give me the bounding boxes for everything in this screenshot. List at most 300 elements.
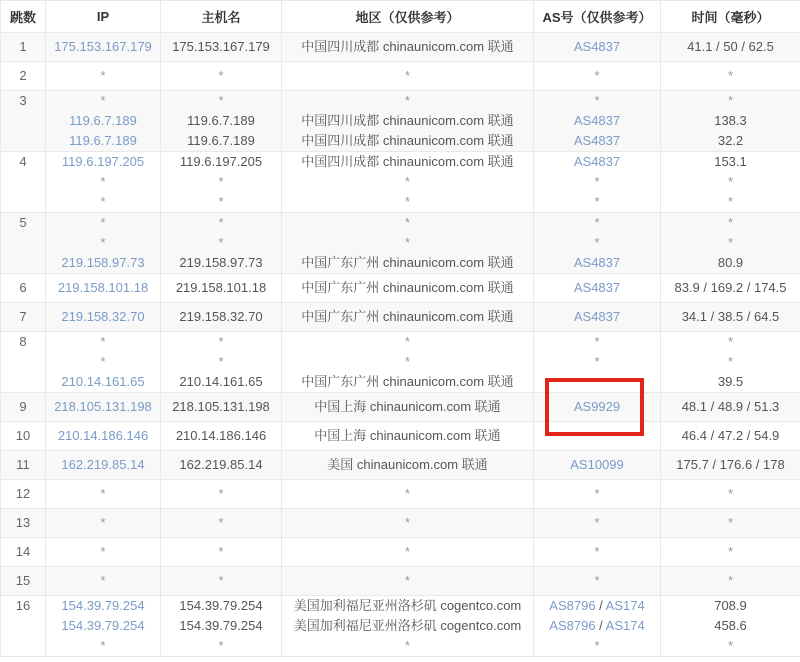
column-header-time: 时间（毫秒） — [661, 1, 800, 33]
timeout-star: * — [404, 486, 411, 501]
asn-link[interactable]: AS8796 — [549, 618, 596, 633]
region-cell — [282, 393, 534, 422]
cell-line: 41.1 / 50 / 62.5 — [687, 39, 774, 54]
ip-link[interactable]: 219.158.101.18 — [57, 280, 149, 295]
timeout-star: * — [100, 573, 106, 588]
timeout-star: * — [100, 235, 106, 250]
cell-line — [163, 172, 279, 192]
cell-line: 154.39.79.254 — [179, 598, 263, 613]
time-cell — [661, 422, 800, 451]
timeout-star: * — [727, 354, 734, 369]
ip-cell — [46, 62, 161, 91]
cell-line — [48, 253, 158, 273]
time-cell — [661, 480, 800, 509]
cell-line — [536, 213, 658, 233]
time-cell — [661, 152, 800, 213]
host-cell — [161, 332, 282, 393]
hop-number: 8 — [19, 334, 27, 349]
column-header-host: 主机名 — [161, 1, 282, 33]
cell-line — [536, 372, 658, 392]
timeout-star: * — [404, 334, 411, 349]
table-row — [1, 213, 800, 274]
timeout-star: * — [727, 235, 734, 250]
host-cell — [161, 213, 282, 274]
cell-line: 219.158.101.18 — [175, 280, 267, 295]
cell-line: 175.7 / 176.6 / 178 — [676, 457, 785, 472]
timeout-star: * — [594, 544, 600, 559]
ip-link[interactable]: 162.219.85.14 — [61, 457, 145, 472]
cell-line: 中国四川成都 chinaunicom.com 联通 — [301, 39, 514, 54]
host-cell — [161, 303, 282, 332]
hop-number: 6 — [19, 280, 27, 295]
region-cell — [282, 213, 534, 274]
table-row — [1, 62, 800, 91]
time-cell — [661, 509, 800, 538]
cell-line — [163, 571, 279, 591]
hop-cell — [1, 152, 46, 213]
ip-cell — [46, 451, 161, 480]
cell-line — [48, 542, 158, 562]
time-cell — [661, 538, 800, 567]
table-row — [1, 596, 800, 657]
time-cell — [661, 213, 800, 274]
asn-cell — [534, 62, 661, 91]
cell-line — [284, 192, 531, 212]
asn-link[interactable]: AS8796 — [549, 598, 596, 613]
time-cell — [661, 567, 800, 596]
table-row — [1, 303, 800, 332]
host-cell — [161, 152, 282, 213]
ip-link[interactable]: 218.105.131.198 — [54, 399, 152, 414]
ip-cell — [46, 509, 161, 538]
region-cell — [282, 91, 534, 152]
cell-line: 中国四川成都 chinaunicom.com 联通 — [301, 154, 514, 169]
ip-link[interactable]: 119.6.197.205 — [61, 154, 145, 169]
time-cell — [661, 274, 800, 303]
cell-line — [536, 332, 658, 352]
asn-link[interactable]: AS174 — [605, 618, 645, 633]
cell-line: 48.1 / 48.9 / 51.3 — [681, 399, 780, 414]
cell-line — [536, 131, 658, 151]
region-cell — [282, 596, 534, 657]
column-header-hops: 跳数 — [1, 1, 46, 33]
timeout-star: * — [100, 194, 106, 209]
cell-line: 美国 chinaunicom.com 联通 — [327, 457, 488, 472]
table-row — [1, 393, 800, 422]
cell-line — [663, 192, 798, 212]
cell-line: 119.6.197.205 — [179, 154, 263, 169]
asn-cell — [534, 451, 661, 480]
cell-line — [48, 213, 158, 233]
region-cell — [282, 152, 534, 213]
time-cell — [661, 33, 800, 62]
timeout-star: * — [218, 194, 224, 209]
hop-number: 4 — [19, 154, 27, 169]
cell-line — [284, 352, 531, 372]
table-row — [1, 274, 800, 303]
timeout-star: * — [594, 215, 600, 230]
hop-number: 14 — [15, 544, 31, 559]
cell-line — [48, 278, 158, 298]
asn-cell — [534, 303, 661, 332]
asn-cell — [534, 567, 661, 596]
cell-line — [536, 66, 658, 86]
cell-line — [284, 484, 531, 504]
cell-line — [48, 455, 158, 475]
cell-line — [48, 233, 158, 253]
cell-line — [663, 66, 798, 86]
ip-cell — [46, 91, 161, 152]
cell-line — [48, 192, 158, 212]
trace-table-body — [1, 33, 800, 657]
cell-line — [663, 513, 798, 533]
hop-cell — [1, 91, 46, 152]
timeout-star: * — [100, 93, 106, 108]
cell-line — [536, 192, 658, 212]
host-cell — [161, 596, 282, 657]
cell-line: 119.6.7.189 — [187, 113, 255, 128]
hop-cell — [1, 451, 46, 480]
cell-line: 458.6 — [714, 618, 747, 633]
cell-line — [663, 542, 798, 562]
time-cell — [661, 596, 800, 657]
cell-line — [536, 253, 658, 273]
ip-cell — [46, 33, 161, 62]
timeout-star: * — [727, 174, 734, 189]
time-cell — [661, 393, 800, 422]
cell-line — [536, 172, 658, 192]
cell-line — [536, 426, 658, 446]
ip-cell — [46, 596, 161, 657]
host-cell — [161, 33, 282, 62]
timeout-star: * — [727, 544, 734, 559]
timeout-star: * — [218, 638, 224, 653]
timeout-star: * — [594, 486, 600, 501]
cell-line: 218.105.131.198 — [172, 399, 270, 414]
timeout-star: * — [727, 486, 734, 501]
cell-line — [284, 332, 531, 352]
timeout-star: * — [594, 93, 600, 108]
hop-cell — [1, 509, 46, 538]
asn-cell — [534, 480, 661, 509]
column-header-asn: AS号（仅供参考） — [534, 1, 661, 33]
asn-cell — [534, 332, 661, 393]
asn-cell — [534, 152, 661, 213]
region-cell — [282, 567, 534, 596]
timeout-star: * — [594, 174, 600, 189]
cell-line: 中国广东广州 chinaunicom.com 联通 — [301, 280, 514, 295]
host-cell — [161, 509, 282, 538]
hop-cell — [1, 480, 46, 509]
hop-cell — [1, 274, 46, 303]
cell-line: 80.9 — [717, 255, 744, 270]
cell-line: 中国广东广州 chinaunicom.com 联通 — [301, 374, 514, 389]
cell-line — [48, 131, 158, 151]
hop-number: 2 — [19, 68, 27, 83]
timeout-star: * — [100, 174, 106, 189]
ip-link[interactable]: 119.6.7.189 — [69, 133, 137, 148]
ip-link[interactable]: 175.153.167.179 — [54, 39, 152, 54]
cell-line: 154.39.79.254 — [179, 618, 263, 633]
cell-line — [536, 484, 658, 504]
asn-link[interactable]: AS4837 — [573, 255, 621, 270]
ip-link[interactable]: 154.39.79.254 — [61, 598, 145, 613]
cell-line — [48, 172, 158, 192]
cell-line — [284, 636, 531, 656]
cell-line — [536, 571, 658, 591]
timeout-star: * — [218, 174, 224, 189]
cell-line — [663, 213, 798, 233]
ip-cell — [46, 332, 161, 393]
cell-line: 219.158.32.70 — [179, 309, 263, 324]
asn-cell — [534, 509, 661, 538]
cell-line: 中国四川成都 chinaunicom.com 联通 — [301, 133, 514, 148]
cell-line — [163, 352, 279, 372]
asn-separator: / — [595, 598, 606, 613]
timeout-star: * — [218, 354, 224, 369]
hop-number: 7 — [19, 309, 27, 324]
cell-line — [536, 111, 658, 131]
timeout-star: * — [727, 638, 734, 653]
timeout-star: * — [404, 515, 411, 530]
asn-link[interactable]: AS4837 — [573, 113, 621, 128]
hop-cell — [1, 422, 46, 451]
timeout-star: * — [404, 174, 411, 189]
hop-cell — [1, 567, 46, 596]
column-header-region: 地区（仅供参考） — [282, 1, 534, 33]
table-row — [1, 451, 800, 480]
cell-line: 中国四川成都 chinaunicom.com 联通 — [301, 113, 514, 128]
cell-line — [163, 542, 279, 562]
timeout-star: * — [404, 215, 411, 230]
trace-table-head — [1, 1, 800, 33]
table-row — [1, 332, 800, 393]
cell-line — [536, 278, 658, 298]
hop-cell — [1, 538, 46, 567]
cell-line: 34.1 / 38.5 / 64.5 — [681, 309, 780, 324]
timeout-star: * — [404, 544, 411, 559]
hop-number: 11 — [16, 457, 30, 472]
cell-line — [48, 513, 158, 533]
ip-cell — [46, 538, 161, 567]
table-row — [1, 567, 800, 596]
timeout-star: * — [218, 573, 224, 588]
region-cell — [282, 422, 534, 451]
cell-line — [536, 513, 658, 533]
timeout-star: * — [404, 354, 411, 369]
ip-cell — [46, 422, 161, 451]
asn-link[interactable]: AS4837 — [573, 280, 621, 295]
table-row — [1, 91, 800, 152]
cell-line — [284, 571, 531, 591]
timeout-star: * — [594, 573, 600, 588]
cell-line — [163, 66, 279, 86]
cell-line — [536, 596, 658, 616]
cell-line — [48, 484, 158, 504]
cell-line — [663, 352, 798, 372]
host-cell — [161, 393, 282, 422]
asn-cell — [534, 422, 661, 451]
hop-number: 3 — [19, 93, 27, 108]
host-cell — [161, 422, 282, 451]
time-cell — [661, 91, 800, 152]
cell-line: 119.6.7.189 — [187, 133, 255, 148]
ip-link[interactable]: 219.158.97.73 — [61, 255, 145, 270]
timeout-star: * — [727, 194, 734, 209]
timeout-star: * — [100, 515, 106, 530]
cell-line: 138.3 — [714, 113, 747, 128]
cell-line — [536, 397, 658, 417]
column-header-ip: IP — [46, 1, 161, 33]
cell-line — [536, 152, 658, 172]
asn-cell — [534, 213, 661, 274]
hop-cell — [1, 393, 46, 422]
region-cell — [282, 538, 534, 567]
cell-line: 175.153.167.179 — [172, 39, 270, 54]
cell-line — [163, 513, 279, 533]
asn-link[interactable]: AS174 — [605, 598, 645, 613]
cell-line: 32.2 — [717, 133, 744, 148]
cell-line — [284, 66, 531, 86]
hop-number: 16 — [15, 598, 31, 613]
cell-line: 中国上海 chinaunicom.com 联通 — [314, 399, 501, 414]
timeout-star: * — [594, 354, 600, 369]
asn-cell — [534, 91, 661, 152]
timeout-star: * — [218, 544, 224, 559]
asn-cell — [534, 393, 661, 422]
timeout-star: * — [404, 93, 411, 108]
cell-line — [536, 233, 658, 253]
time-cell — [661, 332, 800, 393]
timeout-star: * — [100, 638, 106, 653]
timeout-star: * — [727, 334, 734, 349]
hop-number: 15 — [15, 573, 31, 588]
timeout-star: * — [100, 215, 106, 230]
timeout-star: * — [727, 573, 734, 588]
cell-line: 219.158.97.73 — [179, 255, 263, 270]
cell-line — [163, 91, 279, 111]
ip-link[interactable]: 154.39.79.254 — [61, 618, 145, 633]
hop-cell — [1, 332, 46, 393]
host-cell — [161, 451, 282, 480]
cell-line — [284, 513, 531, 533]
cell-line — [663, 332, 798, 352]
asn-link[interactable]: AS4837 — [573, 39, 621, 54]
timeout-star: * — [594, 235, 600, 250]
cell-line: 210.14.186.146 — [175, 428, 267, 443]
region-cell — [282, 274, 534, 303]
timeout-star: * — [218, 93, 224, 108]
timeout-star: * — [727, 515, 734, 530]
table-row — [1, 480, 800, 509]
asn-link[interactable]: AS10099 — [570, 457, 624, 472]
hop-number: 13 — [15, 515, 31, 530]
timeout-star: * — [100, 334, 106, 349]
cell-line — [663, 571, 798, 591]
cell-line — [48, 571, 158, 591]
time-cell — [661, 451, 800, 480]
cell-line — [536, 636, 658, 656]
region-cell — [282, 332, 534, 393]
timeout-star: * — [594, 515, 600, 530]
cell-line — [163, 636, 279, 656]
host-cell — [161, 538, 282, 567]
time-cell — [661, 303, 800, 332]
cell-line — [536, 542, 658, 562]
cell-line — [48, 616, 158, 636]
cell-line — [48, 37, 158, 57]
cell-line — [48, 111, 158, 131]
cell-line — [536, 455, 658, 475]
ip-cell — [46, 213, 161, 274]
cell-line — [536, 616, 658, 636]
ip-link[interactable]: 210.14.161.65 — [61, 374, 145, 389]
cell-line — [48, 307, 158, 327]
cell-line — [163, 484, 279, 504]
cell-line — [163, 192, 279, 212]
cell-line — [48, 636, 158, 656]
host-cell — [161, 62, 282, 91]
cell-line — [536, 91, 658, 111]
table-row — [1, 509, 800, 538]
cell-line: 中国上海 chinaunicom.com 联通 — [314, 428, 501, 443]
ip-cell — [46, 567, 161, 596]
timeout-star: * — [100, 486, 106, 501]
asn-link[interactable]: AS4837 — [573, 154, 621, 169]
host-cell — [161, 480, 282, 509]
cell-line: 39.5 — [717, 374, 744, 389]
ip-link[interactable]: 219.158.32.70 — [61, 309, 145, 324]
ip-cell — [46, 303, 161, 332]
timeout-star: * — [404, 638, 411, 653]
cell-line — [48, 596, 158, 616]
cell-line: 美国加利福尼亚州洛杉矶 cogentco.com — [293, 618, 522, 633]
ip-link[interactable]: 210.14.186.146 — [57, 428, 149, 443]
asn-link[interactable]: AS9929 — [573, 399, 621, 414]
cell-line — [284, 542, 531, 562]
asn-cell — [534, 538, 661, 567]
timeout-star: * — [100, 354, 106, 369]
host-cell — [161, 274, 282, 303]
cell-line — [48, 66, 158, 86]
cell-line — [663, 484, 798, 504]
cell-line — [163, 213, 279, 233]
region-cell — [282, 62, 534, 91]
asn-separator: / — [595, 618, 606, 633]
table-row — [1, 33, 800, 62]
cell-line — [536, 307, 658, 327]
cell-line — [163, 332, 279, 352]
table-row — [1, 152, 800, 213]
asn-link[interactable]: AS4837 — [573, 309, 621, 324]
timeout-star: * — [218, 68, 224, 83]
timeout-star: * — [594, 638, 600, 653]
hop-cell — [1, 596, 46, 657]
cell-line — [663, 91, 798, 111]
cell-line: 708.9 — [714, 598, 747, 613]
cell-line — [48, 372, 158, 392]
ip-cell — [46, 480, 161, 509]
timeout-star: * — [100, 68, 106, 83]
asn-link[interactable]: AS4837 — [573, 133, 621, 148]
region-cell — [282, 480, 534, 509]
ip-link[interactable]: 119.6.7.189 — [69, 113, 137, 128]
timeout-star: * — [218, 515, 224, 530]
timeout-star: * — [218, 486, 224, 501]
cell-line: 162.219.85.14 — [179, 457, 263, 472]
cell-line — [663, 636, 798, 656]
timeout-star: * — [404, 68, 411, 83]
